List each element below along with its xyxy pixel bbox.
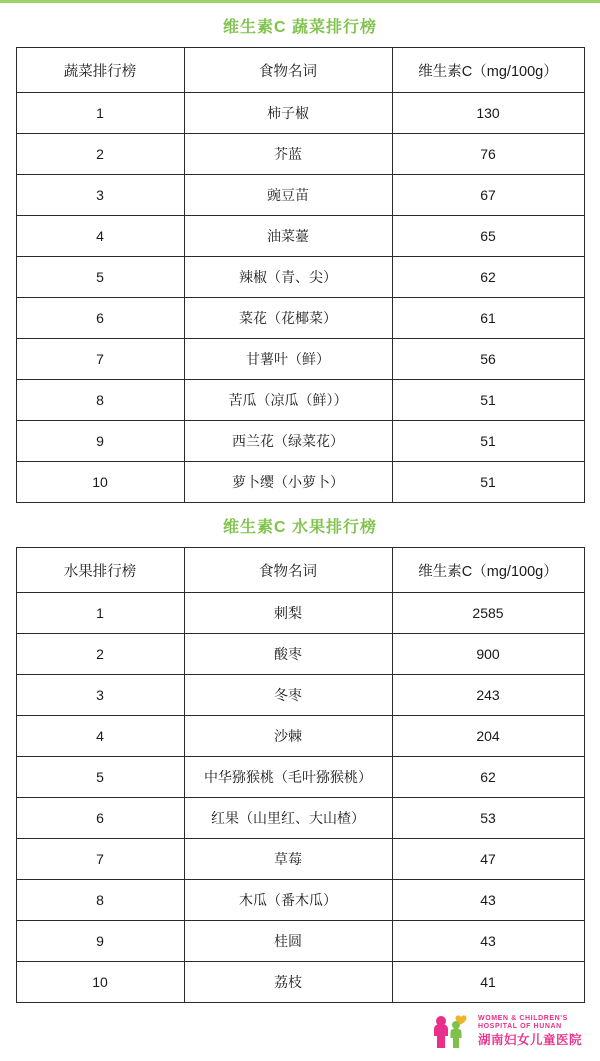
cell-food: 辣椒（青、尖） (184, 257, 392, 298)
table-row (16, 134, 584, 175)
cell-rank: 9 (16, 421, 184, 462)
cell-vitc: 41 (392, 962, 584, 1003)
cell-food: 草莓 (184, 839, 392, 880)
table-row (16, 339, 584, 380)
table-row (16, 93, 584, 134)
table-row (16, 380, 584, 421)
cell-vitc: 51 (392, 462, 584, 503)
cell-rank: 4 (16, 716, 184, 757)
table-row (16, 216, 584, 257)
logo-chinese-name: 湖南妇女儿童医院 (477, 1032, 582, 1047)
table-row (16, 839, 584, 880)
column-header-rank: 蔬菜排行榜 (16, 48, 184, 93)
section-title-fruits: 维生素C 水果排行榜 (222, 519, 377, 536)
table-row (16, 757, 584, 798)
cell-food: 沙棘 (184, 716, 392, 757)
cell-food: 柿子椒 (184, 93, 392, 134)
table-row (16, 798, 584, 839)
cell-vitc: 65 (392, 216, 584, 257)
mother-child-logo-icon (428, 1012, 470, 1050)
cell-rank: 7 (16, 339, 184, 380)
cell-rank: 6 (16, 798, 184, 839)
cell-rank: 2 (16, 134, 184, 175)
table-row (16, 593, 584, 634)
cell-vitc: 243 (392, 675, 584, 716)
column-header-food: 食物名词 (184, 548, 392, 593)
cell-food: 木瓜（番木瓜） (184, 880, 392, 921)
cell-rank: 6 (16, 298, 184, 339)
table-row (16, 880, 584, 921)
cell-food: 荔枝 (184, 962, 392, 1003)
table-row (16, 175, 584, 216)
cell-rank: 10 (16, 462, 184, 503)
table-row (16, 921, 584, 962)
cell-food: 萝卜缨（小萝卜） (184, 462, 392, 503)
cell-food: 酸枣 (184, 634, 392, 675)
table-header-row (16, 548, 584, 593)
cell-rank: 4 (16, 216, 184, 257)
table-row (16, 298, 584, 339)
table-row (16, 675, 584, 716)
table-row (16, 421, 584, 462)
cell-food: 苦瓜（凉瓜（鲜）） (184, 380, 392, 421)
cell-rank: 1 (16, 93, 184, 134)
hospital-logo-text (478, 1015, 582, 1047)
table-row (16, 962, 584, 1003)
cell-vitc: 204 (392, 716, 584, 757)
cell-vitc: 130 (392, 93, 584, 134)
vegetable-ranking-table (16, 47, 585, 503)
cell-rank: 3 (16, 175, 184, 216)
cell-rank: 8 (16, 380, 184, 421)
cell-vitc: 51 (392, 421, 584, 462)
cell-vitc: 62 (392, 757, 584, 798)
cell-rank: 5 (16, 757, 184, 798)
cell-food: 油菜薹 (184, 216, 392, 257)
section-title-vegetables: 维生素C 蔬菜排行榜 (222, 19, 377, 36)
cell-vitc: 51 (392, 380, 584, 421)
cell-vitc: 900 (392, 634, 584, 675)
cell-rank: 2 (16, 634, 184, 675)
cell-food: 豌豆苗 (184, 175, 392, 216)
cell-rank: 5 (16, 257, 184, 298)
cell-vitc: 47 (392, 839, 584, 880)
cell-food: 红果（山里红、大山楂） (184, 798, 392, 839)
cell-rank: 10 (16, 962, 184, 1003)
cell-vitc: 61 (392, 298, 584, 339)
cell-food: 西兰花（绿菜花） (184, 421, 392, 462)
cell-rank: 9 (16, 921, 184, 962)
logo-english-line-1: WOMEN & CHILDREN'S (477, 1014, 568, 1022)
cell-rank: 8 (16, 880, 184, 921)
cell-food: 冬枣 (184, 675, 392, 716)
cell-vitc: 43 (392, 921, 584, 962)
cell-food: 刺梨 (184, 593, 392, 634)
cell-rank: 7 (16, 839, 184, 880)
cell-food: 芥蓝 (184, 134, 392, 175)
cell-food: 桂圆 (184, 921, 392, 962)
table-row (16, 462, 584, 503)
fruit-ranking-table (16, 547, 585, 1003)
cell-vitc: 43 (392, 880, 584, 921)
column-header-rank: 水果排行榜 (16, 548, 184, 593)
cell-vitc: 62 (392, 257, 584, 298)
cell-vitc: 2585 (392, 593, 584, 634)
table-row (16, 634, 584, 675)
cell-vitc: 56 (392, 339, 584, 380)
table-row (16, 257, 584, 298)
cell-vitc: 76 (392, 134, 584, 175)
cell-rank: 3 (16, 675, 184, 716)
column-header-vitc: 维生素C（mg/100g） (392, 548, 584, 593)
cell-food: 菜花（花椰菜） (184, 298, 392, 339)
hospital-logo (428, 1012, 582, 1050)
table-row (16, 716, 584, 757)
cell-rank: 1 (16, 593, 184, 634)
cell-food: 中华猕猴桃（毛叶猕猴桃） (184, 757, 392, 798)
cell-vitc: 53 (392, 798, 584, 839)
cell-vitc: 67 (392, 175, 584, 216)
footer (0, 1001, 600, 1061)
column-header-food: 食物名词 (184, 48, 392, 93)
column-header-vitc: 维生素C（mg/100g） (392, 48, 584, 93)
logo-english-line-2: HOSPITAL OF HUNAN (477, 1022, 562, 1030)
cell-food: 甘薯叶（鲜） (184, 339, 392, 380)
table-header-row (16, 48, 584, 93)
